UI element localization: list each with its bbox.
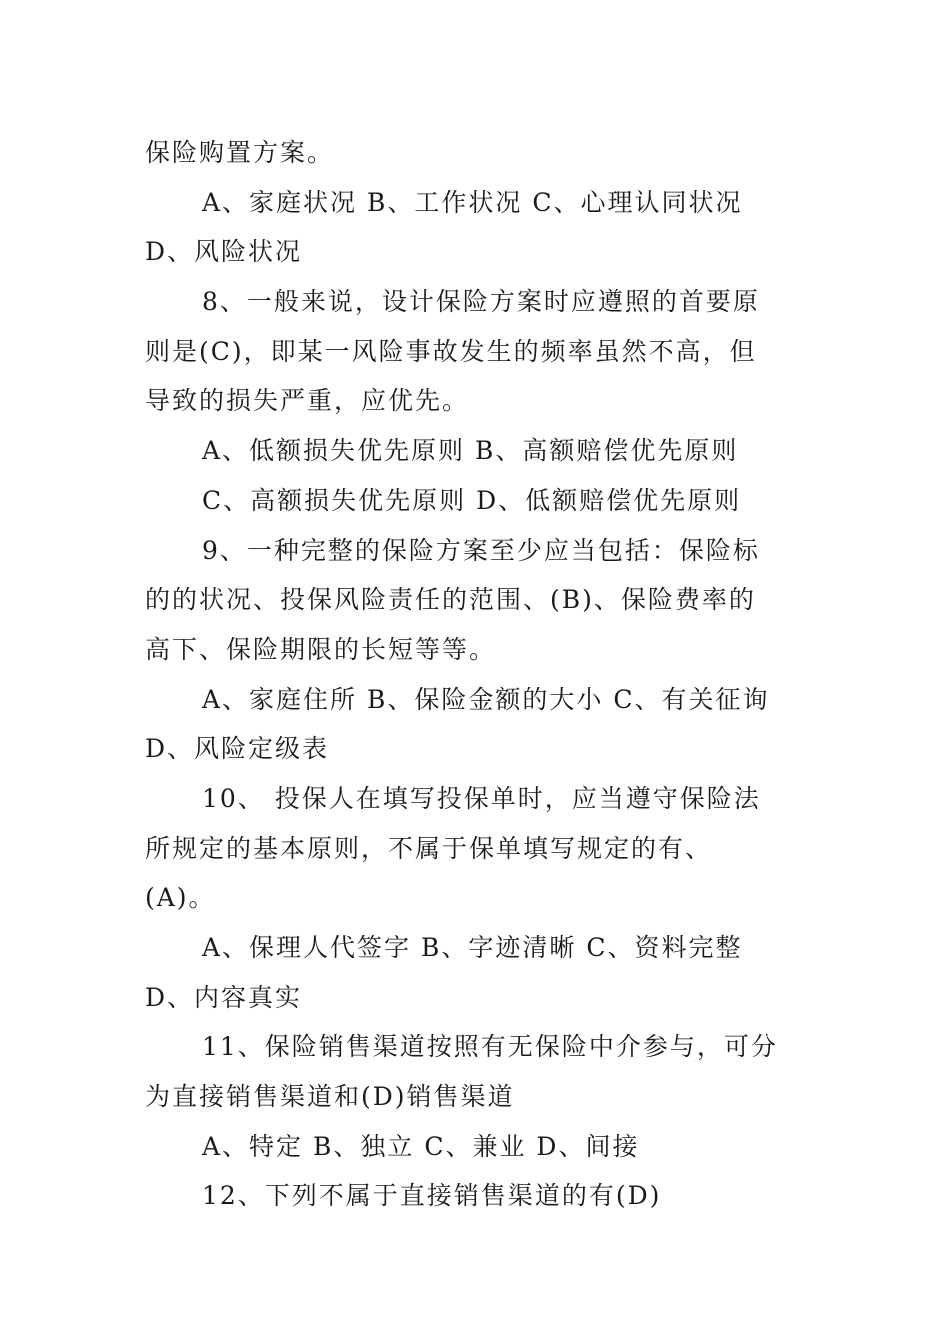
text-line: 的的状况、投保风险责任的范围、(B)、保险费率的 xyxy=(145,585,756,615)
text-line: D、风险状况 xyxy=(145,237,303,267)
text-line: A、特定 B、独立 C、兼业 D、间接 xyxy=(202,1131,640,1161)
text-line: 10、 投保人在填写投保单时，应当遵守保险法 xyxy=(202,783,761,813)
text-line: A、家庭状况 B、工作状况 C、心理认同状况 xyxy=(202,187,743,217)
text-line: 则是(C)，即某一风险事故发生的频率虽然不高，但 xyxy=(145,336,757,366)
text-line: 9、一种完整的保险方案至少应当包括：保险标 xyxy=(202,535,760,565)
text-line: A、家庭住所 B、保险金额的大小 C、有关征询 xyxy=(202,684,770,714)
text-line: 保险购置方案。 xyxy=(145,138,335,167)
text-line: A、低额损失优先原则 B、高额赔偿优先原则 xyxy=(202,436,739,466)
text-line: C、高额损失优先原则 D、低额赔偿优先原则 xyxy=(202,485,742,515)
text-line: 为直接销售渠道和(D)销售渠道 xyxy=(145,1082,515,1112)
text-line: 所规定的基本原则，不属于保单填写规定的有、 xyxy=(145,833,713,863)
text-line: D、内容真实 xyxy=(145,982,303,1012)
text-line: 高下、保险期限的长短等等。 xyxy=(145,634,497,664)
text-line: (A)。 xyxy=(145,883,216,913)
text-line: 12、下列不属于直接销售渠道的有(D) xyxy=(202,1181,662,1211)
text-line: 导致的损失严重，应优先。 xyxy=(145,386,470,416)
document-body xyxy=(145,128,807,1221)
text-line: D、风险定级表 xyxy=(145,734,330,764)
text-line: 8、一般来说，设计保险方案时应遵照的首要原 xyxy=(202,287,760,317)
text-line: 11、保险销售渠道按照有无保险中介参与，可分 xyxy=(202,1032,778,1062)
text-line: A、保理人代签字 B、字迹清晰 C、资料完整 xyxy=(202,933,743,962)
